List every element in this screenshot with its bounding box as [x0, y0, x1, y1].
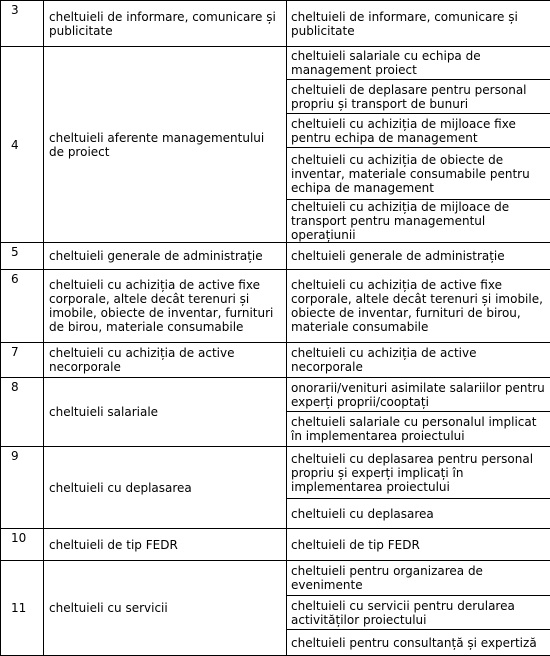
table-row [1, 270, 550, 343]
subcategory-cell: cheltuieli cu achiziția de obiecte de inventar, materiale consumabile pentru echipa de management [287, 148, 550, 200]
category-label: cheltuieli de tip FEDR [44, 529, 287, 561]
subcategory-cell: cheltuieli cu deplasarea [287, 499, 550, 529]
category-label: cheltuieli cu deplasarea [44, 447, 287, 529]
subcategory-cell: cheltuieli generale de administrație [287, 243, 550, 270]
subcategory-cell: cheltuieli cu achiziția de mijloace de transport pentru managementul operațiunii [287, 200, 550, 243]
subcategory-cell: cheltuieli de deplasare pentru personal propriu și transport de bunuri [287, 80, 550, 114]
table-row [1, 243, 550, 270]
category-label: cheltuieli aferente managementului de proiect [44, 47, 287, 243]
subcategory-cell: cheltuieli cu deplasarea pentru personal propriu și experți implicați în implementarea proiectului [287, 447, 550, 499]
subcategory-cell: cheltuieli pentru organizarea de evenimente [287, 561, 550, 596]
table-row [1, 378, 550, 412]
category-label: cheltuieli de informare, comunicare și publicitate [44, 1, 287, 47]
table-row [1, 343, 550, 378]
subcategory-cell: cheltuieli cu achiziția de active necorporale [287, 343, 550, 378]
category-label: cheltuieli cu achiziția de active necorporale [44, 343, 287, 378]
row-number: 5 [1, 243, 44, 270]
subcategory-cell: cheltuieli de tip FEDR [287, 529, 550, 561]
row-number: 9 [1, 447, 44, 529]
category-label: cheltuieli salariale [44, 378, 287, 447]
subcategory-cell: cheltuieli pentru consultanță și expertiză [287, 630, 550, 656]
subcategory-cell: cheltuieli salariale cu echipa de management proiect [287, 47, 550, 80]
table-row [1, 529, 550, 561]
row-number: 8 [1, 378, 44, 447]
category-label: cheltuieli cu achiziția de active fixe corporale, altele decât terenuri și imobile, obiecte de inventar, furnituri de birou, materiale consumabile [44, 270, 287, 343]
subcategory-cell: cheltuieli cu achiziția de mijloace fixe pentru echipa de management [287, 114, 550, 148]
category-label: cheltuieli cu servicii [44, 561, 287, 656]
row-number: 6 [1, 270, 44, 343]
row-number: 11 [1, 561, 44, 656]
row-number: 7 [1, 343, 44, 378]
row-number: 10 [1, 529, 44, 561]
table-row [1, 561, 550, 596]
table-row [1, 1, 550, 47]
row-number: 4 [1, 47, 44, 243]
subcategory-cell: cheltuieli salariale cu personalul implicat în implementarea proiectului [287, 412, 550, 447]
subcategory-cell: onorarii/venituri asimilate salariilor pentru experți proprii/cooptați [287, 378, 550, 412]
category-label: cheltuieli generale de administrație [44, 243, 287, 270]
table-row [1, 447, 550, 499]
subcategory-cell: cheltuieli cu achiziția de active fixe corporale, altele decât terenuri și imobile, obiecte de inventar, furnituri de birou, materiale consumabile [287, 270, 550, 343]
table-row [1, 47, 550, 80]
subcategory-cell: cheltuieli de informare, comunicare și publicitate [287, 1, 550, 47]
row-number: 3 [1, 1, 44, 47]
subcategory-cell: cheltuieli cu servicii pentru derularea activităților proiectului [287, 596, 550, 630]
